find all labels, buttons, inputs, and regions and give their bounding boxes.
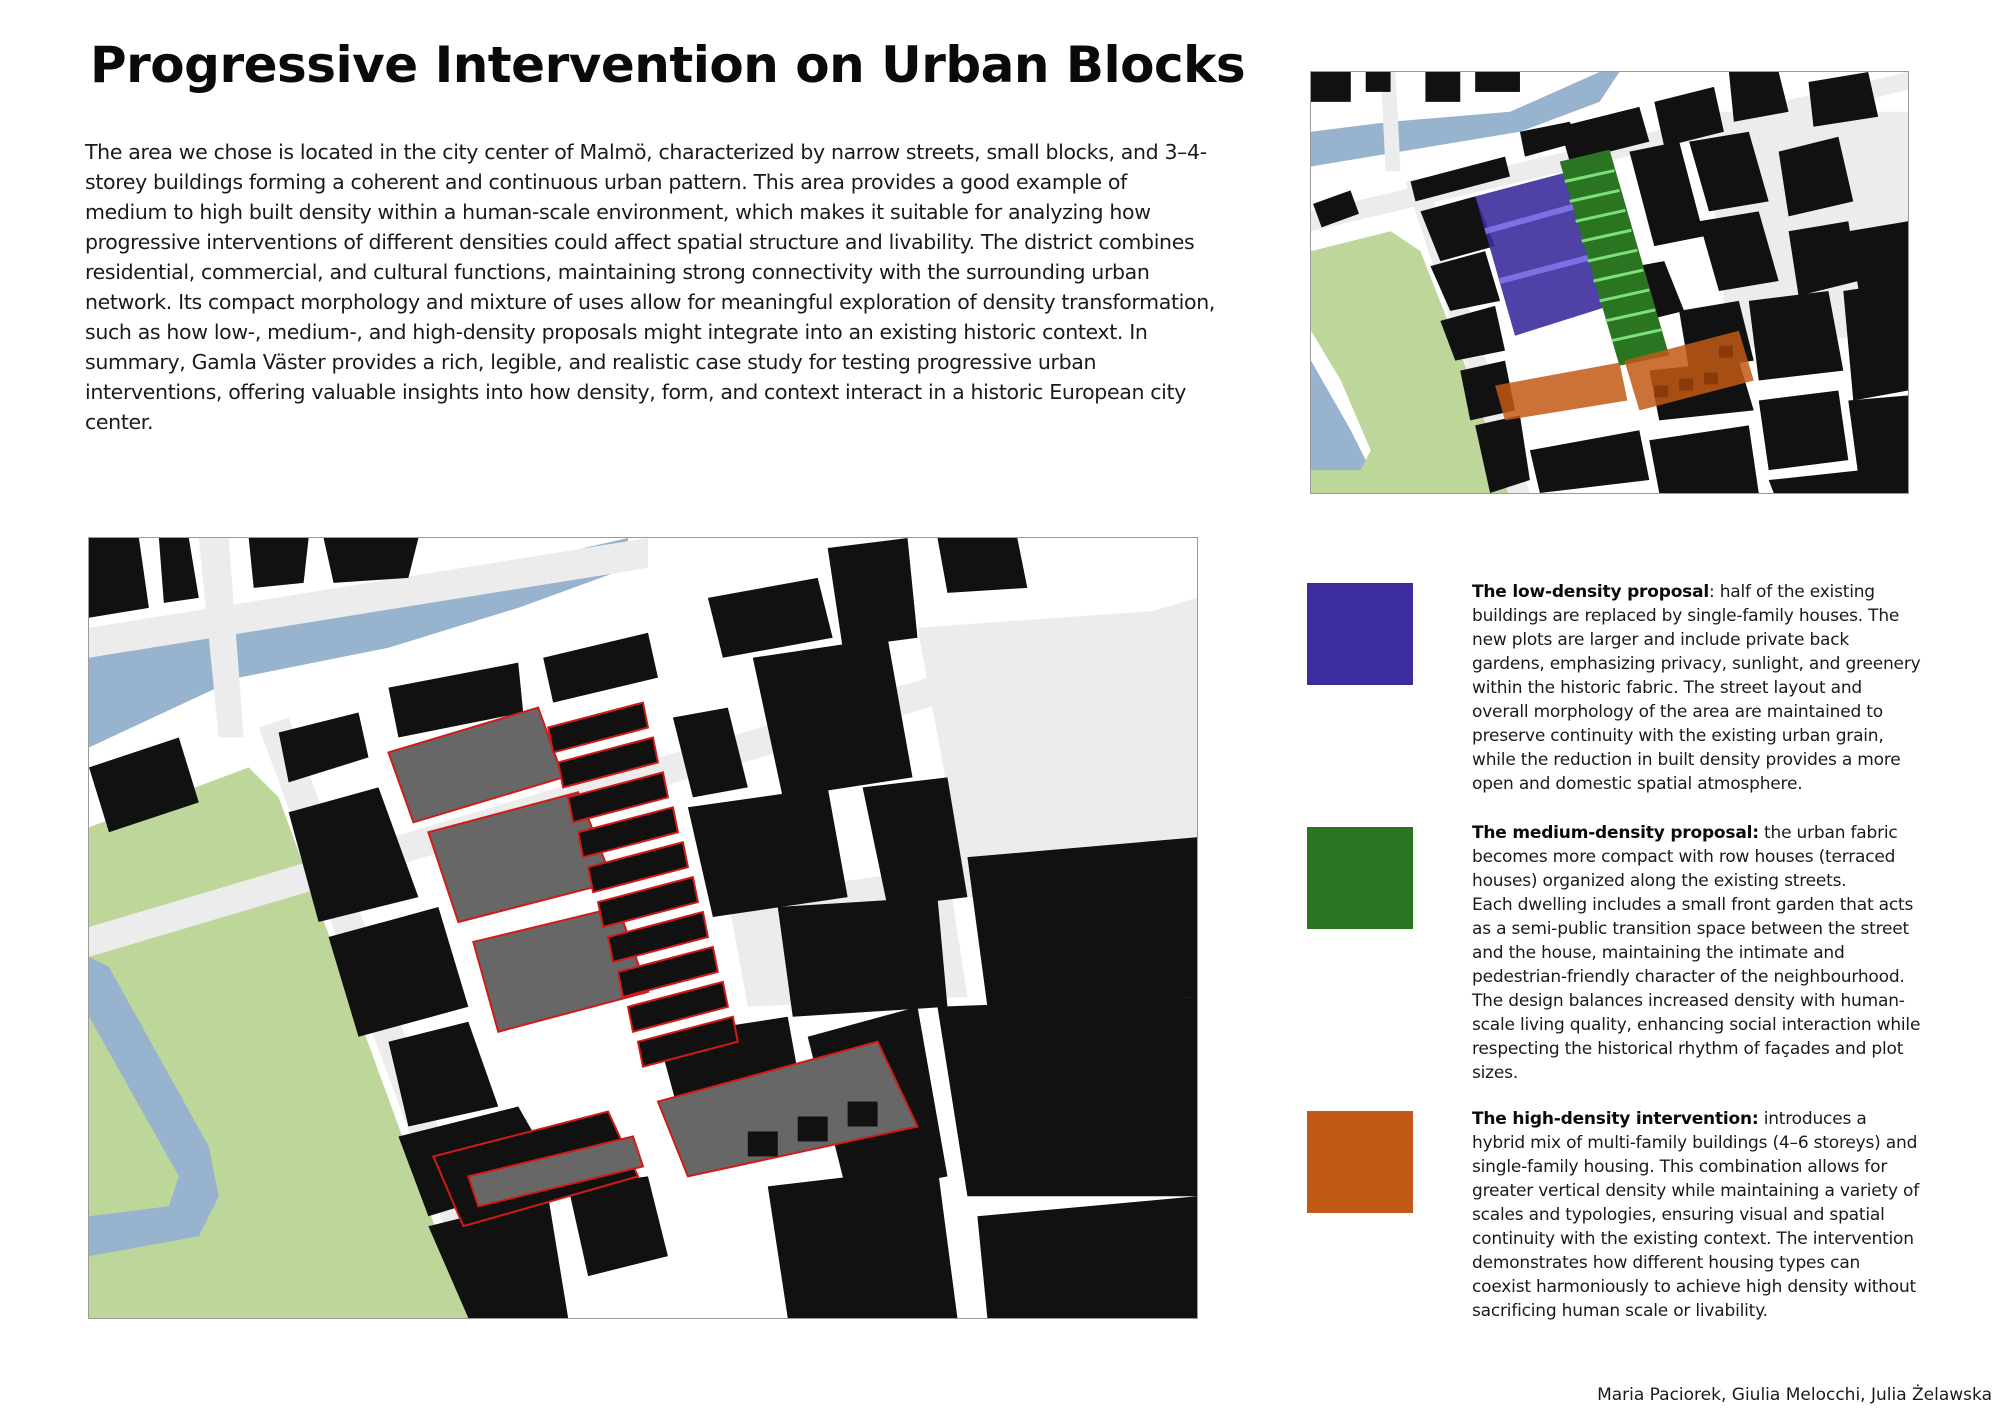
high-density-description: [1472, 1107, 1922, 1323]
main-map: [88, 537, 1198, 1319]
low-density-body: half of the existing buildings are replaced by single-family houses. The new plots are larger and include private back gardens, emphasizing privacy, sunlight, and greenery within the historic fabric. The street layout and overall morphology of the area are maintained to preserve continuity with the existing urban grain, while the reduction in built density provides a more open and domestic spatial atmosphere.: [1472, 582, 1921, 794]
overview-map-drawing: [1311, 72, 1908, 493]
low-density-separator: :: [1709, 582, 1715, 602]
medium-density-description: [1472, 821, 1922, 1085]
author-credits: Maria Paciorek, Giulia Melocchi, Julia Żelawska: [1597, 1385, 1992, 1405]
low-density-heading: The low-density proposal: [1472, 582, 1709, 602]
main-map-drawing: [89, 538, 1197, 1318]
intro-paragraph: The area we chose is located in the city center of Malmö, characterized by narrow streets, small blocks, and 3–4-storey buildings forming a coherent and continuous urban pattern. This area provides a good example of medium to high built density within a human-scale environment, which makes it suitable for analyzing how progressive interventions of different densities could affect spatial structure and livability. The district combines residential, commercial, and cultural functions, maintaining strong connectivity with the surrounding urban network. Its compact morphology and mixture of uses allow for meaningful exploration of density transformation, such as how low-, medium-, and high-density proposals might integrate into an existing historic context. In summary, Gamla Väster provides a rich, legible, and realistic case study for testing progressive urban interventions, offering valuable insights into how density, form, and context interact in a historic European city center.: [85, 140, 1216, 434]
page-title: Progressive Intervention on Urban Blocks: [90, 36, 1246, 94]
medium-density-body: the urban fabric becomes more compact with row houses (terraced houses) organized along the existing streets.: [1472, 823, 1898, 891]
high-density-heading: The high-density intervention:: [1472, 1109, 1759, 1129]
low-density-description: [1472, 580, 1922, 796]
low-density-swatch: [1307, 583, 1413, 685]
high-density-swatch: [1307, 1111, 1413, 1213]
medium-density-body-continued: Each dwelling includes a small front garden that acts as a semi-public transition space between the street and the house, maintaining the intimate and pedestrian-friendly character of the neighbourhood. The design balances increased density with human-scale living quality, enhancing social interaction while respecting the historical rhythm of façades and plot sizes.: [1472, 895, 1921, 1083]
high-density-body: introduces a hybrid mix of multi-family buildings (4–6 storeys) and single-family housing. This combination allows for greater vertical density while maintaining a variety of scales and typologies, ensuring visual and spatial continuity with the existing context. The intervention demonstrates how different housing types can coexist harmoniously to achieve high density without sacrificing human scale or livability.: [1472, 1109, 1920, 1321]
medium-density-heading: The medium-density proposal:: [1472, 823, 1759, 843]
overview-map: [1310, 71, 1909, 494]
medium-density-swatch: [1307, 827, 1413, 929]
